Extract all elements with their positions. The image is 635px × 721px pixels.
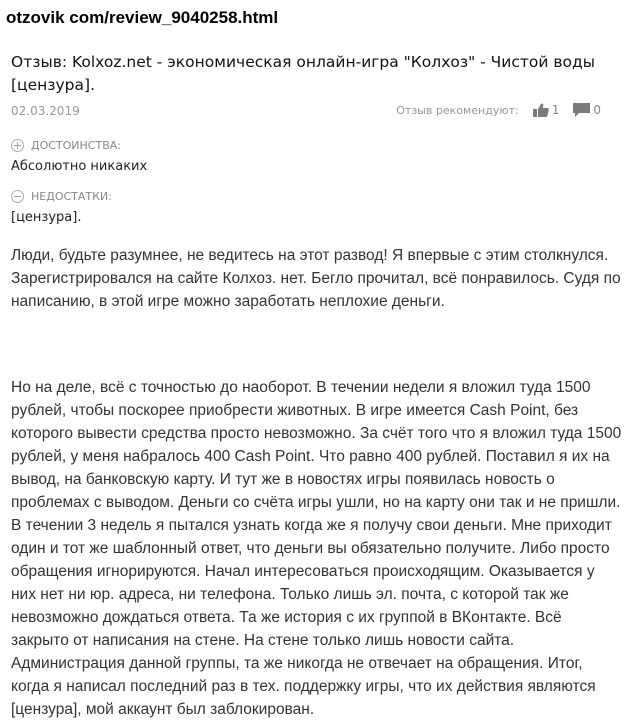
minus-circle-icon: − xyxy=(12,190,23,203)
paragraph-1-text: Люди, будьте разумнее, не ведитесь на этот развод! Я впервые с этим столкнулся. Зарегистрировался на сайте Колхоз. нет. Бегло прочитал, всё понравилось. Судя по написанию, в этой игре можно заработать неплохие деньги. xyxy=(11,247,621,310)
review-date: 02.03.2019 xyxy=(11,104,80,118)
review-paragraph-1 xyxy=(11,244,623,313)
recommend-label: Отзыв рекомендуют: xyxy=(396,103,519,117)
cons-header xyxy=(11,190,112,203)
review-paragraph-2 xyxy=(11,376,623,721)
page-url: otzovik com/review_9040258.html xyxy=(6,8,279,27)
comments-count: 0 xyxy=(593,103,601,117)
comment-icon[interactable] xyxy=(573,103,590,117)
review-title: Отзыв: Kolxoz.net - экономическая онлайн-игра "Колхоз" - Чистой воды [цензура]. xyxy=(11,53,595,94)
recommend-bar xyxy=(396,103,601,117)
pros-label: ДОСТОИНСТВА: xyxy=(31,139,121,152)
cons-text: [цензура]. xyxy=(11,210,82,225)
paragraph-2-text: Но на деле, всё с точностью до наоборот. В течении недели я вложил туда 1500 рублей, чтобы поскорее приобрести животных. В игре имеется Cash Point, без которого вывести средства просто невозможно. За счёт того что я вложил туда 1500 рублей, у меня набралось 400 Cash Point. Что равно 400 рублей. Поставил я их на вывод, на банковскую карту. И тут же в новостях игры появилась новость о проблемах с выводом. Деньги со счёта игры ушли, но на карту они так и не пришли. В течении 3 недель я пытался узнать когда же я получу свои деньги. Мне приходит один и тот же шаблонный ответ, что деньги вы обязательно получите. Либо просто обращения игнорируются. Начал интересоваться происходящим. Оказывается у них нет ни юр. адреса, ни телефона. Только лишь эл. почта, с которой так же невозможно дождаться ответа. Та же история с их группой в ВКонтакте. Всё закрыто от написания на стене. На стене только лишь новости сайта. Администрация данной группы, та же никогда не отвечает на обращения. Итог, когда я написал последний раз в тех. поддержку игры, что их действия являются [цензура], мой аккаунт был заблокирован. xyxy=(11,379,622,718)
plus-circle-icon: + xyxy=(12,139,23,152)
pros-text: Абсолютно никаких xyxy=(11,159,148,174)
cons-label: НЕДОСТАТКИ: xyxy=(31,190,112,203)
likes-count: 1 xyxy=(551,103,560,117)
thumbs-up-icon[interactable] xyxy=(533,103,549,117)
pros-header xyxy=(11,139,121,152)
